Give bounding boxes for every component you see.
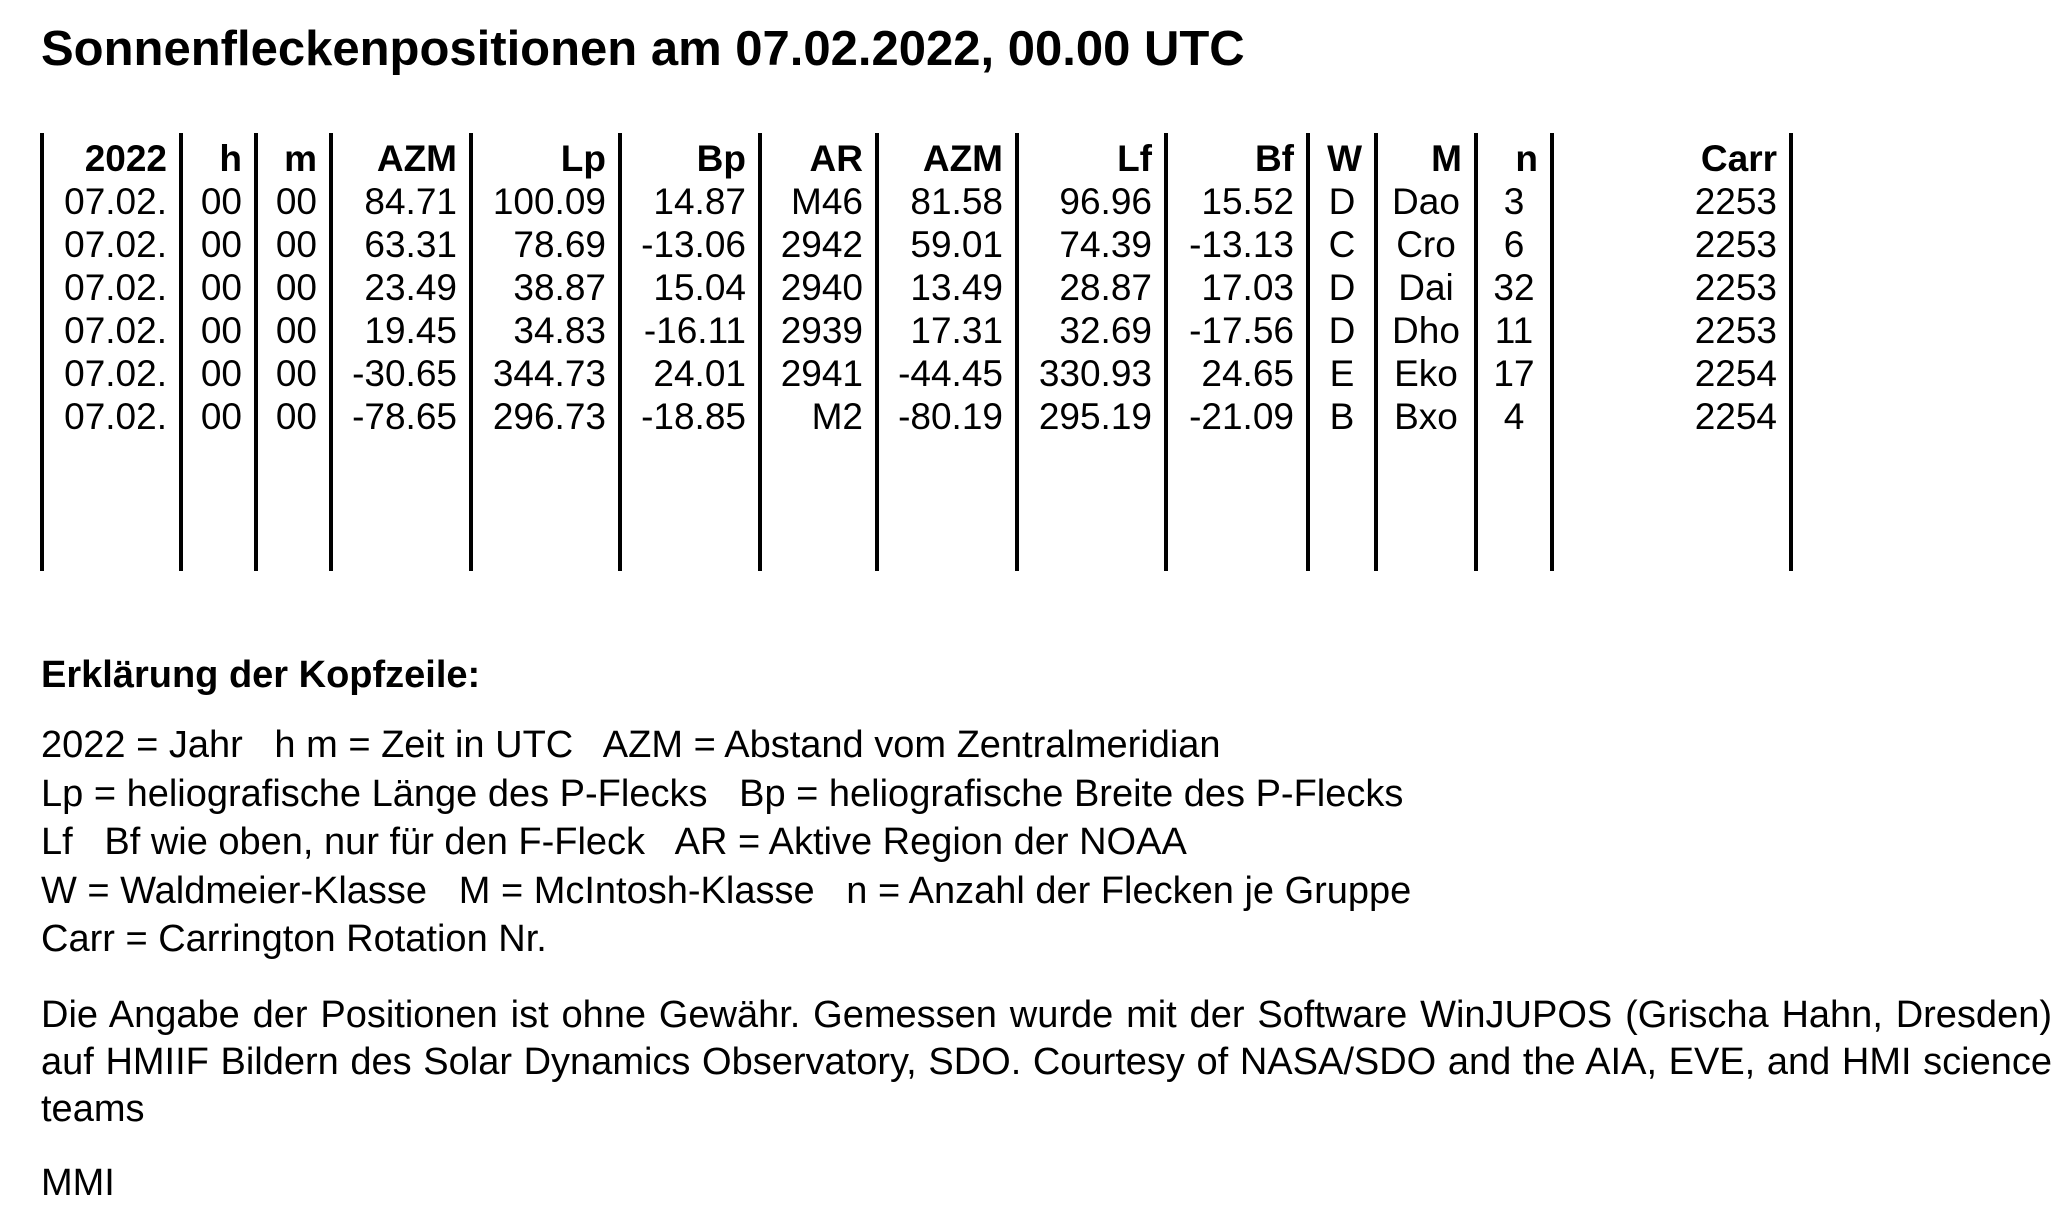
header-legend <box>41 721 1411 964</box>
table-row <box>42 180 1791 223</box>
table-cell: 00 <box>181 309 256 352</box>
table-cell: M46 <box>760 180 877 223</box>
table-cell: -13.13 <box>1166 223 1308 266</box>
table-cell: 3 <box>1476 180 1552 223</box>
table-cell: 15.52 <box>1166 180 1308 223</box>
table-row <box>42 266 1791 309</box>
table-cell: 32 <box>1476 266 1552 309</box>
table-cell: 330.93 <box>1017 352 1166 395</box>
table-cell: B <box>1308 395 1376 438</box>
table-cell: 07.02. <box>42 180 181 223</box>
table-cell: -13.06 <box>620 223 760 266</box>
header-ar: AR <box>760 133 877 180</box>
legend-line: W = Waldmeier-Klasse M = McIntosh-Klasse n = Anzahl der Flecken je Gruppe <box>41 869 1412 912</box>
table-cell: E <box>1308 352 1376 395</box>
table-cell: 34.83 <box>471 309 620 352</box>
table-body <box>42 180 1791 571</box>
table-cell: 96.96 <box>1017 180 1166 223</box>
table-cell: -44.45 <box>877 352 1017 395</box>
table-cell: 00 <box>181 180 256 223</box>
table-cell: 00 <box>256 352 331 395</box>
header-mcintosh: M <box>1376 133 1476 180</box>
legend-line: Carr = Carrington Rotation Nr. <box>41 918 547 960</box>
header-hour: h <box>181 133 256 180</box>
table-cell: 344.73 <box>471 352 620 395</box>
table-cell: 24.01 <box>620 352 760 395</box>
table-cell: -78.65 <box>331 395 471 438</box>
explanation-heading: Erklärung der Kopfzeile: <box>41 654 481 696</box>
table-cell: -21.09 <box>1166 395 1308 438</box>
table-cell: 2253 <box>1552 223 1791 266</box>
table-cell: 11 <box>1476 309 1552 352</box>
header-carrington: Carr <box>1552 133 1791 180</box>
header-lf: Lf <box>1017 133 1166 180</box>
table-cell: 295.19 <box>1017 395 1166 438</box>
table-cell: M2 <box>760 395 877 438</box>
table-cell: Bxo <box>1376 395 1476 438</box>
table-cell: -18.85 <box>620 395 760 438</box>
table-cell: 2254 <box>1552 352 1791 395</box>
table-cell: 14.87 <box>620 180 760 223</box>
table-cell: 100.09 <box>471 180 620 223</box>
table-cell: 2939 <box>760 309 877 352</box>
table-cell: -16.11 <box>620 309 760 352</box>
table-cell: 32.69 <box>1017 309 1166 352</box>
table-cell: 00 <box>181 223 256 266</box>
table-cell: 07.02. <box>42 266 181 309</box>
table-cell: 17 <box>1476 352 1552 395</box>
table-row <box>42 223 1791 266</box>
header-bp: Bp <box>620 133 760 180</box>
table-cell: 00 <box>256 395 331 438</box>
table-cell: 19.45 <box>331 309 471 352</box>
header-azm-p: AZM <box>331 133 471 180</box>
sunspot-table-container <box>40 133 1793 571</box>
table-cell: 59.01 <box>877 223 1017 266</box>
table-cell: Dao <box>1376 180 1476 223</box>
table-cell: 78.69 <box>471 223 620 266</box>
table-cell: 07.02. <box>42 395 181 438</box>
table-cell: 07.02. <box>42 352 181 395</box>
page-title: Sonnenfleckenpositionen am 07.02.2022, 00.00 UTC <box>41 22 1245 76</box>
table-cell: 2254 <box>1552 395 1791 438</box>
table-cell: 2253 <box>1552 309 1791 352</box>
table-header-row <box>42 133 1791 180</box>
table-row <box>42 309 1791 352</box>
table-cell: 15.04 <box>620 266 760 309</box>
header-lp: Lp <box>471 133 620 180</box>
legend-line: Lf Bf wie oben, nur für den F-Fleck AR = Aktive Region der NOAA <box>41 821 1187 863</box>
table-cell: 6 <box>1476 223 1552 266</box>
header-count: n <box>1476 133 1552 180</box>
table-row <box>42 352 1791 395</box>
table-cell: 4 <box>1476 395 1552 438</box>
header-minute: m <box>256 133 331 180</box>
table-cell: 00 <box>181 266 256 309</box>
table-cell: 00 <box>256 180 331 223</box>
table-cell: Dho <box>1376 309 1476 352</box>
table-cell: 00 <box>256 309 331 352</box>
table-cell: -17.56 <box>1166 309 1308 352</box>
table-cell: 2940 <box>760 266 877 309</box>
table-cell: 63.31 <box>331 223 471 266</box>
disclaimer-text: Die Angabe der Positionen ist ohne Gewähr. Gemessen wurde mit der Software WinJUPOS (Grischa Hahn, Dresden) auf HMIIF Bildern des Solar Dynamics Observatory, SDO. Courtesy of NASA/SDO and the AIA, EVE, and HMI science teams <box>41 994 2052 1130</box>
header-azm-f: AZM <box>877 133 1017 180</box>
table-cell: 2253 <box>1552 266 1791 309</box>
table-cell: 17.03 <box>1166 266 1308 309</box>
sunspot-table <box>40 133 1793 571</box>
table-cell: 17.31 <box>877 309 1017 352</box>
table-cell: C <box>1308 223 1376 266</box>
table-cell: 296.73 <box>471 395 620 438</box>
table-cell: D <box>1308 180 1376 223</box>
table-cell: 07.02. <box>42 309 181 352</box>
table-cell: 81.58 <box>877 180 1017 223</box>
table-cell: 2253 <box>1552 180 1791 223</box>
legend-line: Lp = heliografische Länge des P-Flecks Bp = heliografische Breite des P-Flecks <box>41 772 1404 815</box>
table-cell: -30.65 <box>331 352 471 395</box>
table-cell: 13.49 <box>877 266 1017 309</box>
table-cell: D <box>1308 309 1376 352</box>
table-cell: 00 <box>256 223 331 266</box>
table-cell: 23.49 <box>331 266 471 309</box>
table-cell: 38.87 <box>471 266 620 309</box>
header-bf: Bf <box>1166 133 1308 180</box>
table-cell: 84.71 <box>331 180 471 223</box>
table-cell: 2942 <box>760 223 877 266</box>
table-cell: 28.87 <box>1017 266 1166 309</box>
header-waldmeier: W <box>1308 133 1376 180</box>
table-cell: Dai <box>1376 266 1476 309</box>
table-cell: 07.02. <box>42 223 181 266</box>
legend-line: 2022 = Jahr h m = Zeit in UTC AZM = Abstand vom Zentralmeridian <box>41 724 1221 766</box>
table-row <box>42 395 1791 438</box>
table-spacer-row <box>42 438 1791 571</box>
table-cell: 00 <box>256 266 331 309</box>
header-year: 2022 <box>42 133 181 180</box>
table-cell: D <box>1308 266 1376 309</box>
table-cell: Eko <box>1376 352 1476 395</box>
author-signature: MMI <box>41 1162 115 1204</box>
table-cell: 2941 <box>760 352 877 395</box>
table-cell: 24.65 <box>1166 352 1308 395</box>
table-cell: 74.39 <box>1017 223 1166 266</box>
table-cell: -80.19 <box>877 395 1017 438</box>
table-cell: Cro <box>1376 223 1476 266</box>
table-cell: 00 <box>181 352 256 395</box>
table-cell: 00 <box>181 395 256 438</box>
